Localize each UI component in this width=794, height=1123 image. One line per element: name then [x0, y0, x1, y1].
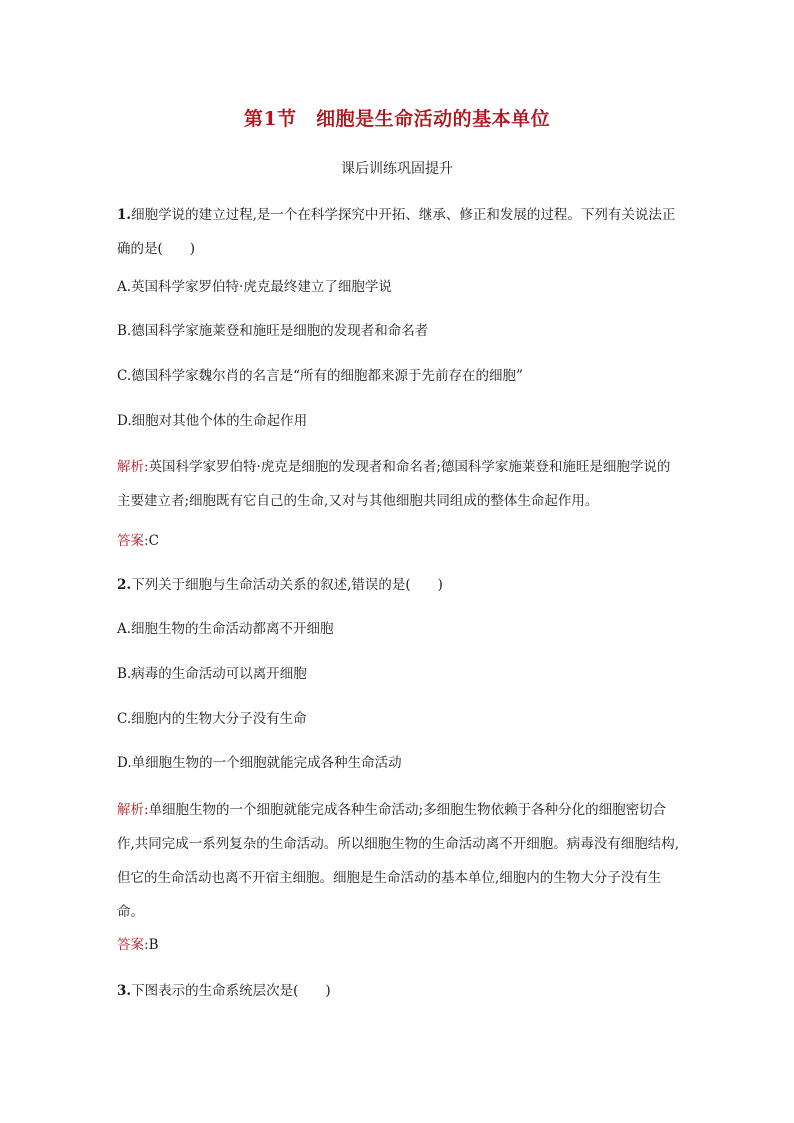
question-2-option-c: C.细胞内的生物大分子没有生命	[117, 711, 307, 727]
answer-label: 答案:	[117, 533, 149, 549]
answer-value: C	[148, 533, 159, 549]
question-2-answer	[117, 936, 158, 954]
question-text: 下图表示的生命系统层次是( )	[131, 983, 331, 999]
analysis-label: 解析:	[117, 459, 149, 475]
question-1-option-b: B.德国科学家施莱登和施旺是细胞的发现者和命名者	[117, 323, 429, 339]
question-text: 下列关于细胞与生命活动关系的叙述,错误的是( )	[131, 577, 443, 593]
analysis-text: 英国科学家罗伯特·虎克是细胞的发现者和命名者;德国科学家施莱登和施旺是细胞学说的主要建立者;细胞既有它自己的生命,又对与其他细胞共同组成的整体生命起作用。	[117, 459, 671, 509]
question-2-analysis	[117, 793, 682, 929]
question-1-option-c: C.德国科学家魏尔肖的名言是“所有的细胞都来源于先前存在的细胞”	[117, 368, 523, 384]
analysis-text: 单细胞生物的一个细胞就能完成各种生命活动;多细胞生物依赖于各种分化的细胞密切合作,共同完成一系列复杂的生命活动。所以细胞生物的生命活动离不开细胞。病毒没有细胞结构,但它的生命活动也离不开宿主细胞。细胞是生命活动的基本单位,细胞内的生物大分子没有生命。	[117, 802, 680, 920]
question-1-analysis	[117, 450, 682, 518]
question-2-option-a: A.细胞生物的生命活动都离不开细胞	[117, 621, 334, 637]
page-title: 第1节 细胞是生命活动的基本单位	[243, 108, 551, 130]
page-subtitle: 课后训练巩固提升	[341, 161, 453, 177]
answer-value: B	[148, 937, 159, 953]
question-number: 1.	[117, 207, 132, 223]
question-1-option-d: D.细胞对其他个体的生命起作用	[117, 413, 308, 429]
question-number: 2.	[117, 577, 132, 593]
question-3-stem	[117, 982, 331, 1000]
answer-label: 答案:	[117, 937, 149, 953]
question-1-option-a: A.英国科学家罗伯特·虎克最终建立了细胞学说	[117, 279, 392, 295]
question-1-answer	[117, 532, 159, 550]
question-number: 3.	[117, 983, 132, 999]
analysis-label: 解析:	[117, 802, 149, 818]
question-2-stem	[117, 576, 443, 594]
question-1-stem	[117, 198, 682, 266]
question-2-option-b: B.病毒的生命活动可以离开细胞	[117, 666, 307, 682]
question-2-option-d: D.单细胞生物的一个细胞就能完成各种生命活动	[117, 755, 402, 771]
question-text: 细胞学说的建立过程,是一个在科学探究中开拓、继承、修正和发展的过程。下列有关说法正确的是( )	[117, 207, 676, 257]
